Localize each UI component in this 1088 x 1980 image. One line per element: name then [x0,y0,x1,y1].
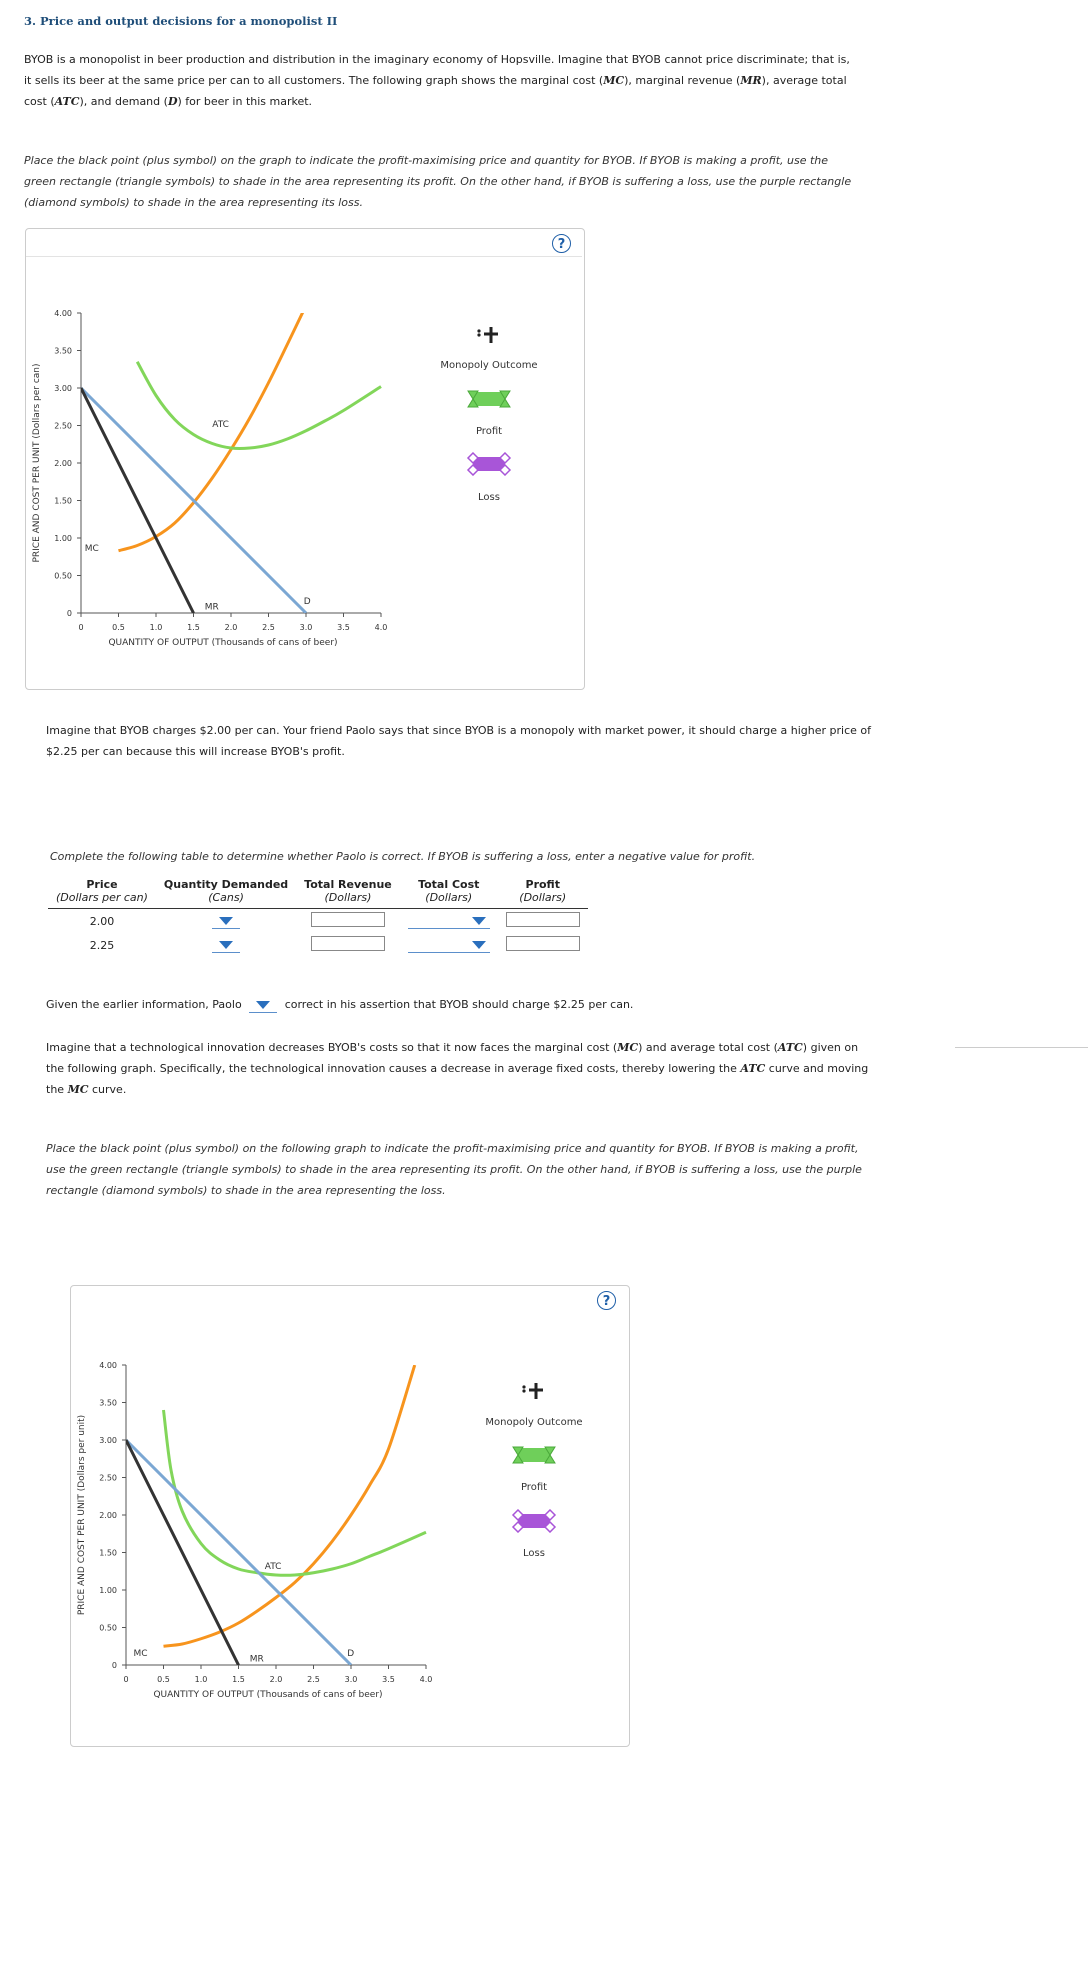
x-tick-label: 1.5 [187,623,200,632]
legend-monopoly-outcome-label: Monopoly Outcome [440,360,538,371]
intro-paragraph [24,49,924,112]
graph-instruction-1: Place the black point (plus symbol) on the graph to indicate the profit-maximising price and quantity for BYOB. If BYOB is making a profit, use the green rectangle (triangle symbols) to shade in the area representing its profit. On the other hand, if BYOB is suffering a loss, use the purple rectangle (diamond symbols) to shade in the area representing its loss. [24,154,852,209]
help-icon[interactable]: ? [552,234,571,253]
x-tick-label: 1.0 [194,1675,208,1684]
y-tick-label: 0.50 [99,1623,117,1633]
question-heading: 3. Price and output decisions for a monopolist II [24,14,338,28]
x-axis-title: QUANTITY OF OUTPUT (Thousands of cans of beer) [108,638,338,648]
x-tick-label: 1.5 [232,1675,245,1684]
y-tick-label: 1.50 [99,1548,117,1558]
y-axis-title: PRICE AND COST PER UNIT (Dollars per unit) [77,1414,87,1616]
divider-line [955,1047,1088,1048]
y-tick-label: 1.00 [54,534,72,543]
purple-diamond-rectangle-icon [462,452,516,476]
price-cell: 2.00 [89,914,115,928]
atc-curve [164,1410,427,1575]
x-tick-label: 2.5 [307,1675,320,1684]
y-tick-label: 0.50 [54,571,72,581]
y-tick-label: 4.00 [54,309,72,318]
table-row [48,909,588,934]
assertion-sentence: Given the earlier information, Paolo correct in his assertion that BYOB should charge $2.25 per can. [46,998,634,1011]
x-tick-label: 2.0 [224,623,238,632]
col-unit-quantity: (Cans) [156,891,296,909]
mc-curve-label: MC [133,1649,148,1659]
legend-loss-label: Loss [478,492,500,503]
y-tick-label: 3.00 [99,1436,117,1445]
y-axis-title: PRICE AND COST PER UNIT (Dollars per can) [32,363,42,563]
profit-input[interactable] [506,912,580,927]
chart-2[interactable] [70,1342,440,1712]
x-tick-label: 3.0 [299,623,313,632]
x-tick-label: 3.5 [382,1675,395,1684]
demand-curve-label: D [303,597,311,607]
y-tick-label: 3.50 [99,1398,117,1408]
profit-rectangle-tool[interactable] [462,387,516,411]
y-tick-label: 2.00 [99,1511,117,1520]
total-cost-dropdown[interactable] [408,938,490,953]
profit-rectangle-tool[interactable] [507,1443,561,1467]
mr-curve-label: MR [249,1654,264,1665]
total-revenue-input[interactable] [311,912,385,927]
technology-paragraph: Imagine that a technological innovation decreases BYOB's costs so that it now faces the marginal cost (MC) and average total cost (ATC) given on the following graph. Specifically, the technological innovation causes a decrease in average fixed costs, thereby lowering the ATC curve and moving the MC curve. [46,1041,869,1096]
y-tick-label: 1.00 [99,1586,117,1595]
x-tick-label: 0 [78,623,84,632]
chart-1[interactable] [25,290,395,660]
table-instruction: Complete the following table to determine whether Paolo is correct. If BYOB is suffering a loss, enter a negative value for profit. [50,850,756,863]
x-tick-label: 4.0 [419,1675,433,1684]
col-header-revenue: Total Revenue [304,878,392,891]
total-cost-dropdown[interactable] [408,914,490,929]
intro-line-3: cost (ATC), and demand (D) for beer in this market. [24,95,313,108]
y-tick-label: 1.50 [54,496,72,506]
y-tick-label: 4.00 [99,1361,117,1370]
quantity-dropdown[interactable] [212,914,240,929]
d-curve [81,388,306,613]
y-tick-label: 3.50 [54,346,72,356]
table-row [48,933,588,957]
mr-curve-label: MR [204,602,219,613]
x-axis-title: QUANTITY OF OUTPUT (Thousands of cans of beer) [153,1690,383,1700]
col-header-price: Price [86,878,118,891]
loss-rectangle-tool[interactable] [462,452,516,476]
x-tick-label: 3.5 [337,623,350,632]
atc-curve-label: ATC [264,1562,282,1572]
black-plus-icon [462,322,516,348]
y-tick-label: 2.00 [54,459,72,468]
x-tick-label: 2.0 [269,1675,283,1684]
x-tick-label: 0.5 [112,623,125,632]
col-header-cost: Total Cost [418,878,480,891]
price-outcome-table [48,878,588,957]
mc-curve-label: MC [84,543,99,554]
col-unit-cost: (Dollars) [400,891,498,909]
y-tick-label: 2.50 [54,421,72,431]
green-triangle-rectangle-icon [507,1443,561,1467]
mr-curve [126,1440,239,1665]
col-header-quantity: Quantity Demanded [163,878,289,891]
intro-line-2: it sells its beer at the same price per can to all customers. The following graph shows the marginal cost (MC), marginal revenue (MR), average total [24,74,847,87]
col-unit-profit: (Dollars) [498,891,588,909]
panel-1-header-divider [26,256,582,257]
total-revenue-input[interactable] [311,936,385,951]
x-tick-label: 4.0 [374,623,388,632]
atc-curve-label: ATC [212,420,229,430]
y-tick-label: 0 [111,1661,117,1670]
loss-rectangle-tool[interactable] [507,1509,561,1533]
black-plus-icon [507,1378,561,1404]
demand-curve-label: D [347,1649,355,1659]
col-unit-price: (Dollars per can) [48,891,156,909]
monopoly-outcome-tool[interactable] [507,1378,561,1404]
atc-curve [137,362,381,449]
y-tick-label: 2.50 [99,1473,117,1483]
graph-instruction-2: Place the black point (plus symbol) on the following graph to indicate the profit-maximising price and quantity for BYOB. If BYOB is making a profit, use the green rectangle (triangle symbols) to shade in the area representing its profit. On the other hand, if BYOB is suffering a loss, use the purple rectangle (diamond symbols) to shade in the area representing the loss. [46,1142,862,1197]
legend-profit-label: Profit [475,426,503,437]
price-cell: 2.25 [89,938,115,952]
purple-diamond-rectangle-icon [507,1509,561,1533]
monopoly-outcome-tool[interactable] [462,322,516,348]
col-unit-revenue: (Dollars) [296,891,400,909]
intro-line-1: BYOB is a monopolist in beer production and distribution in the imaginary economy of Hopsville. Imagine that BYOB cannot price discriminate; that is, [24,53,850,66]
help-icon[interactable]: ? [597,1291,616,1310]
x-tick-label: 3.0 [344,1675,358,1684]
x-tick-label: 0 [123,1675,129,1684]
profit-input[interactable] [506,936,580,951]
green-triangle-rectangle-icon [462,387,516,411]
legend-monopoly-outcome-label: Monopoly Outcome [485,1417,583,1428]
legend-profit-label: Profit [520,1482,548,1493]
y-tick-label: 0 [66,609,72,618]
col-header-profit: Profit [525,878,560,891]
x-tick-label: 0.5 [157,1675,170,1684]
legend-loss-label: Loss [523,1548,545,1559]
d-curve [126,1440,351,1665]
paolo-correct-dropdown[interactable] [249,998,277,1013]
x-tick-label: 1.0 [149,623,163,632]
paolo-paragraph: Imagine that BYOB charges $2.00 per can. Your friend Paolo says that since BYOB is a monopoly with market power, it should charge a higher price of $2.25 per can because this will increase BYOB's profit. [46,724,871,758]
x-tick-label: 2.5 [262,623,275,632]
y-tick-label: 3.00 [54,384,72,393]
quantity-dropdown[interactable] [212,938,240,953]
